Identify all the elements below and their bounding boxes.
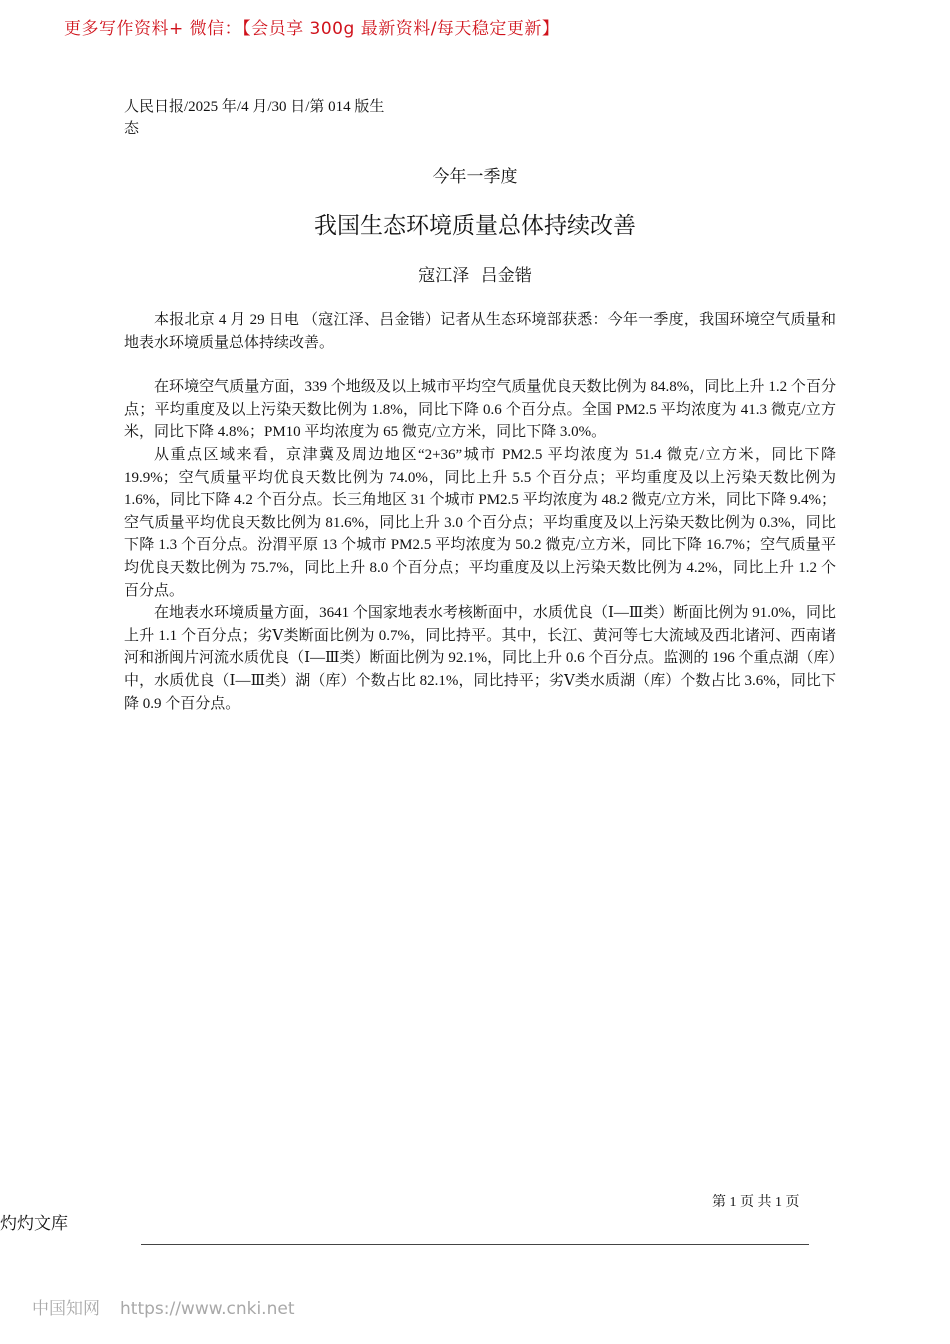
article-paragraph-air-quality: 在环境空气质量方面，339 个地级及以上城市平均空气质量优良天数比例为 84.8%，同比上升 1.2 个百分点；平均重度及以上污染天数比例为 1.8%，同比下降 0.6 个百分点。全国 PM2.5 平均浓度为 41.3 微克/立方米，同比下降 4.8%；PM10 平均浓度为 65 微克/立方米，同比下降 3.0%。 — [124, 379, 836, 441]
article-source: 人民日报/2025 年/4 月/30 日/第 014 版生态 — [124, 99, 385, 137]
footer-divider — [141, 1244, 809, 1245]
article-byline: 寇江泽 吕金锴 — [418, 266, 532, 286]
article-kicker: 今年一季度 — [432, 167, 518, 187]
watermark-url[interactable]: https://www.cnki.net — [120, 1299, 295, 1319]
promo-banner: 更多写作资料+ 微信：【会员享 300g 最新资料/每天稳定更新】 — [64, 19, 560, 39]
article-headline: 我国生态环境质量总体持续改善 — [314, 213, 636, 239]
page-number: 第 1 页 共 1 页 — [712, 1195, 800, 1210]
watermark-footer — [32, 1294, 294, 1319]
watermark-name: 中国知网 — [32, 1299, 100, 1319]
article-paragraph-regions: 从重点区域来看，京津冀及周边地区“2+36”城市 PM2.5 平均浓度为 51.4 微克/立方米，同比下降 19.9%；空气质量平均优良天数比例为 74.0%，同比上升 5.5 个百分点；平均重度及以上污染天数比例为 1.6%，同比下降 4.2 个百分点。长三角地区 31 个城市 PM2.5 平均浓度为 48.2 微克/立方米，同比下降 9.4%；空气质量平均优良天数比例为 81.6%，同比上升 3.0 个百分点；平均重度及以上污染天数比例为 0.3%，同比下降 1.3 个百分点。汾渭平原 13 个城市 PM2.5 平均浓度为 50.2 微克/立方米，同比下降 16.7%；空气质量平均优良天数比例为 75.7%，同比上升 8.0 个百分点；平均重度及以上污染天数比例为 4.2%，同比上升 1.2 个百分点。 — [124, 446, 836, 599]
article-paragraph-water-quality: 在地表水环境质量方面，3641 个国家地表水考核断面中，水质优良（Ⅰ—Ⅲ类）断面比例为 91.0%，同比上升 1.1 个百分点；劣Ⅴ类断面比例为 0.7%，同比持平。其中，长江、黄河等七大流域及西北诸河、西南诸河和浙闽片河流水质优良（Ⅰ—Ⅲ类）断面比例为 92.1%，同比上升 0.6 个百分点。监测的 196 个重点湖（库）中，水质优良（Ⅰ—Ⅲ类）湖（库）个数占比 82.1%，同比持平；劣Ⅴ类水质湖（库）个数占比 3.6%，同比下降 0.9 个百分点。 — [124, 605, 836, 712]
article-body — [124, 309, 836, 715]
article-paragraph-lead: 本报北京 4 月 29 日电 （寇江泽、吕金锴）记者从生态环境部获悉：今年一季度，我国环境空气质量和地表水环境质量总体持续改善。 — [124, 312, 836, 351]
library-name: 灼灼文库 — [0, 1214, 68, 1234]
